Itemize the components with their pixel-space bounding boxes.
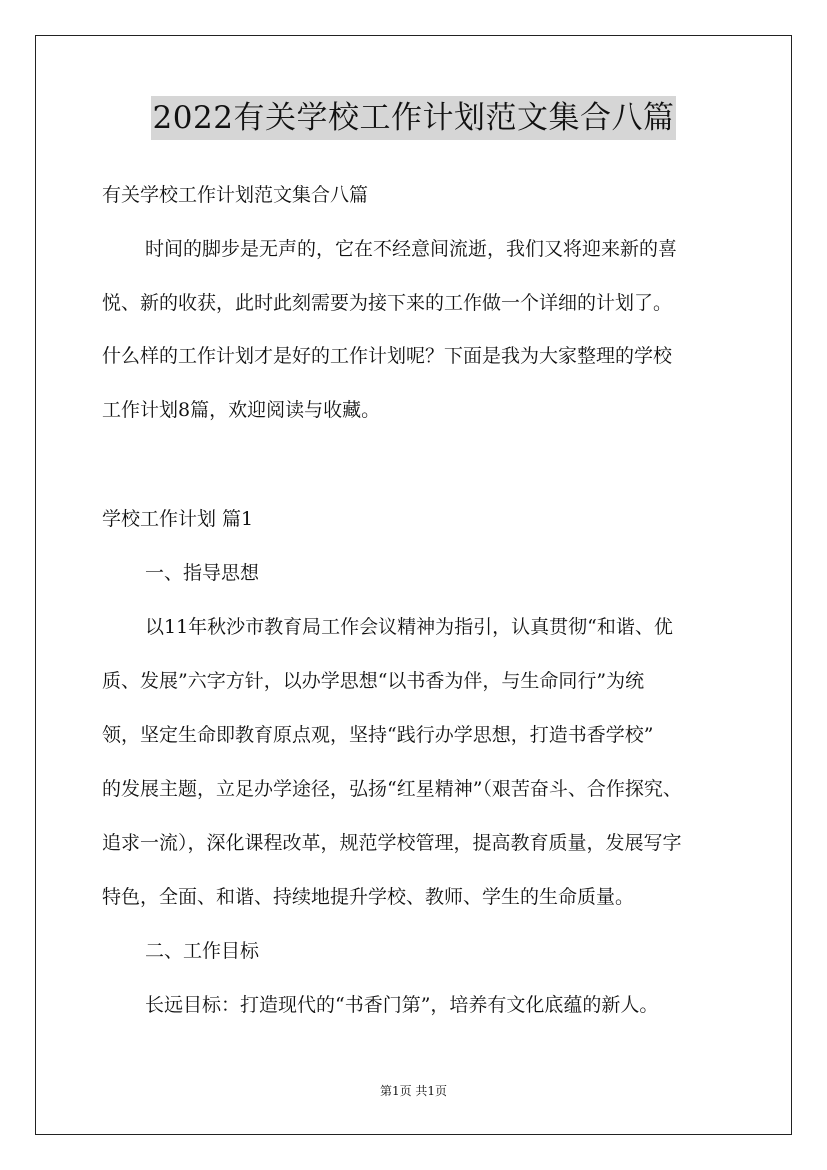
page-footer: 第1页 共1页 (379, 1084, 448, 1098)
paragraph-line: 质、发展”六字方针，以办学思想“以书香为伴，与生命同行”为统 (102, 670, 645, 692)
subheading: 一、指导思想 (145, 562, 260, 584)
paragraph-line: 领，坚定生命即教育原点观，坚持“践行办学思想，打造书香学校” (102, 724, 654, 746)
document-title: 2022有关学校工作计划范文集合八篇 (151, 96, 677, 140)
title-container (0, 96, 827, 140)
subtitle-line: 有关学校工作计划范文集合八篇 (102, 184, 369, 206)
paragraph-line: 追求一流），深化课程改革，规范学校管理，提高教育质量，发展写字 (102, 832, 682, 854)
paragraph-line: 长远目标：打造现代的“书香门第”，培养有文化底蕴的新人。 (145, 994, 659, 1016)
section-heading: 学校工作计划 篇1 (102, 508, 254, 530)
subheading: 二、工作目标 (145, 940, 260, 962)
paragraph-line: 以11年秋沙市教育局工作会议精神为指引，认真贯彻“和谐、优 (145, 616, 673, 638)
paragraph-line: 时间的脚步是无声的，它在不经意间流逝，我们又将迎来新的喜 (145, 238, 678, 260)
paragraph-line: 悦、新的收获，此时此刻需要为接下来的工作做一个详细的计划了。 (102, 292, 673, 314)
paragraph-line: 特色，全面、和谐、持续地提升学校、教师、学生的生命质量。 (102, 886, 635, 908)
paragraph-line: 什么样的工作计划才是好的工作计划呢？下面是我为大家整理的学校 (102, 345, 673, 367)
paragraph-line: 工作计划8篇，欢迎阅读与收藏。 (102, 399, 381, 421)
paragraph-line: 的发展主题，立足办学途径，弘扬“红星精神”（艰苦奋斗、合作探究、 (102, 778, 682, 800)
